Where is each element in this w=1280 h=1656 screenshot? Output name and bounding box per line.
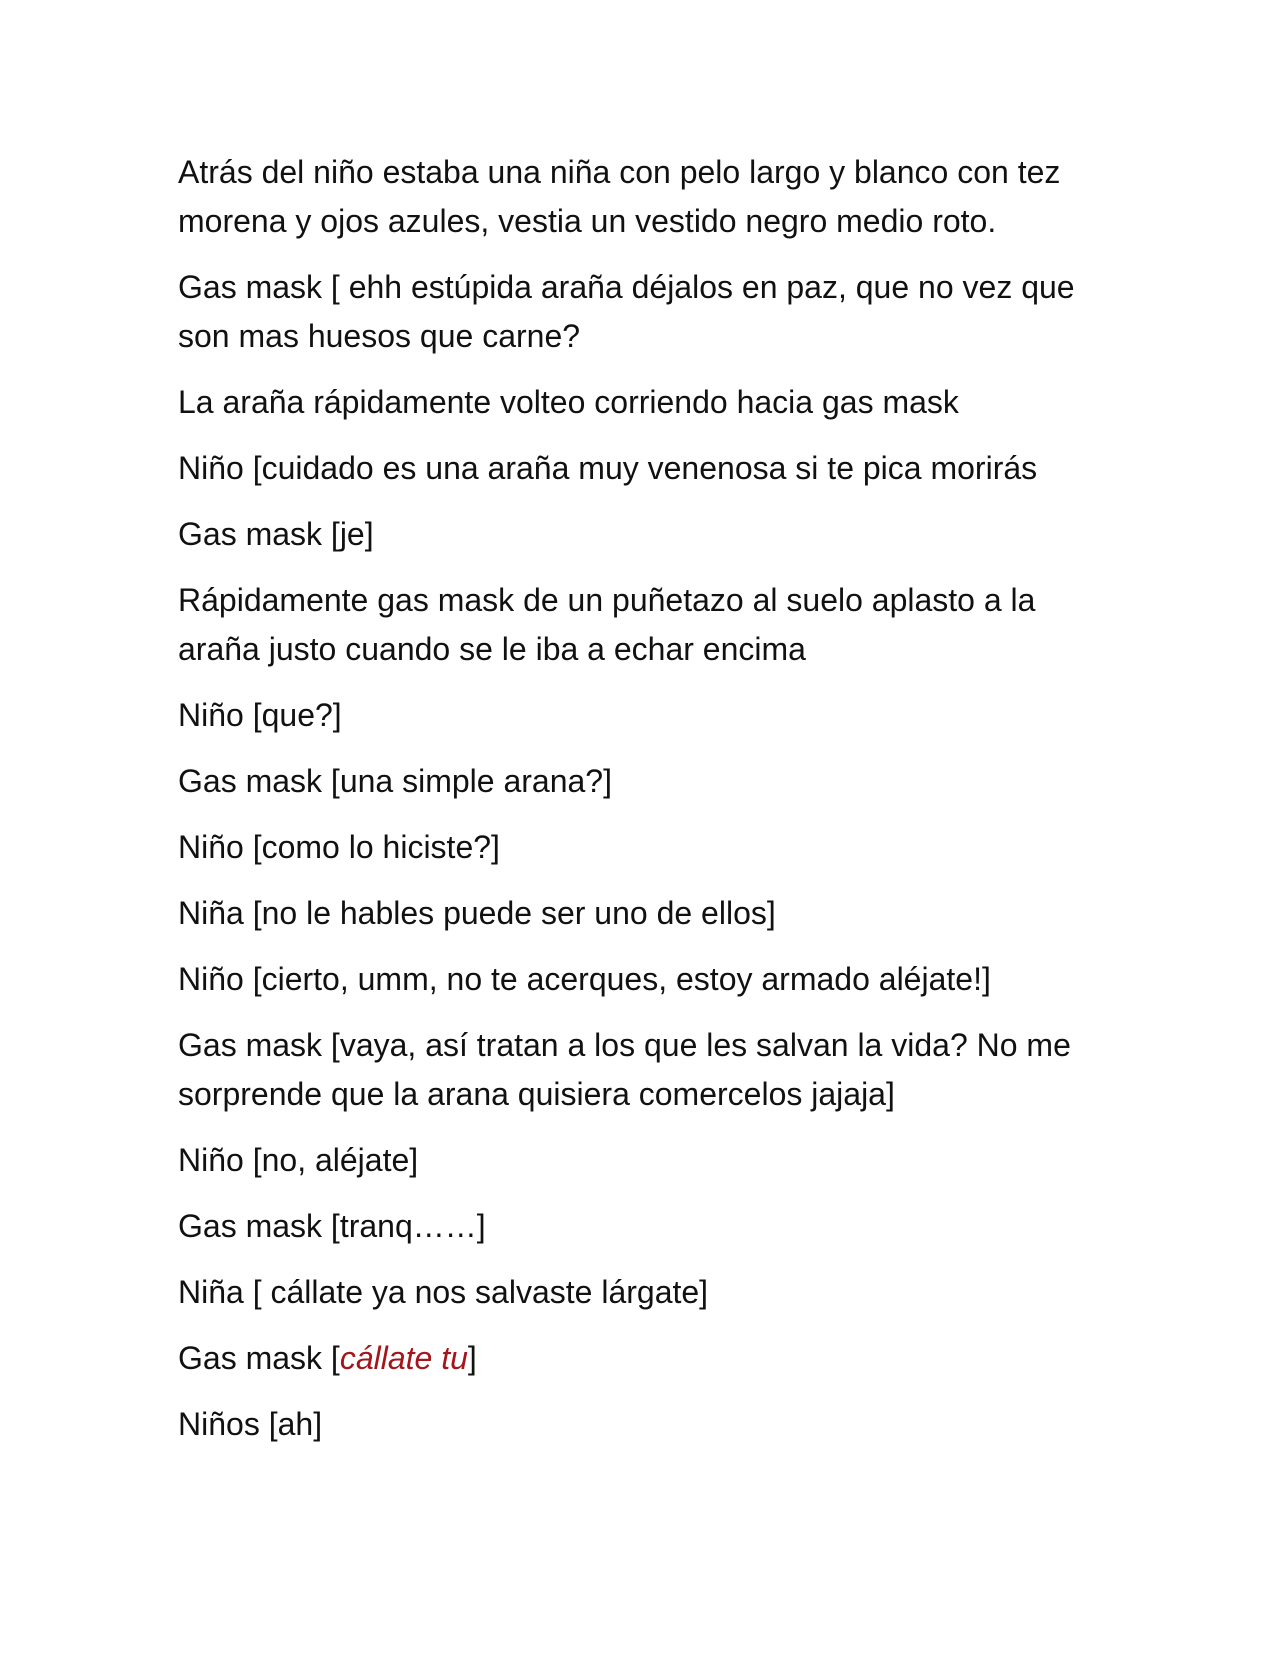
- document-body: [178, 148, 1118, 1466]
- dialogue-line: Niño [que?]: [178, 697, 342, 733]
- dialogue-line: Niño [cuidado es una araña muy venenosa si te pica morirás: [178, 450, 1038, 486]
- highlight-emphasis: cállate tu: [339, 1340, 468, 1376]
- dialogue-line: Niña [ cállate ya nos salvaste lárgate]: [178, 1274, 709, 1310]
- highlight-suffix: ]: [467, 1340, 477, 1376]
- dialogue-line: Gas mask [ ehh estúpida araña déjalos en paz, que no vez que son mas huesos que carne?: [178, 269, 1075, 354]
- dialogue-line: Gas mask [je]: [178, 516, 374, 552]
- dialogue-line: Niña [no le hables puede ser uno de ellos]: [178, 895, 776, 931]
- dialogue-line: Gas mask [vaya, así tratan a los que les salvan la vida? No me sorprende que la arana quisiera comercelos jajaja]: [178, 1027, 1071, 1112]
- dialogue-line-highlighted: [178, 1334, 1118, 1383]
- dialogue-line: Niños [ah]: [178, 1406, 323, 1442]
- dialogue-line: Niño [no, aléjate]: [178, 1142, 419, 1178]
- narration-paragraph: Rápidamente gas mask de un puñetazo al suelo aplasto a la araña justo cuando se le iba a echar encima: [178, 582, 1036, 667]
- narration-paragraph: Atrás del niño estaba una niña con pelo largo y blanco con tez morena y ojos azules, vestia un vestido negro medio roto.: [178, 154, 1061, 239]
- highlight-prefix: Gas mask [: [178, 1340, 340, 1376]
- dialogue-line: Gas mask [tranq……]: [178, 1208, 486, 1244]
- dialogue-line: Niño [como lo hiciste?]: [178, 829, 500, 865]
- narration-paragraph: La araña rápidamente volteo corriendo hacia gas mask: [178, 384, 959, 420]
- dialogue-line: Gas mask [una simple arana?]: [178, 763, 612, 799]
- dialogue-line: Niño [cierto, umm, no te acerques, estoy armado aléjate!]: [178, 961, 991, 997]
